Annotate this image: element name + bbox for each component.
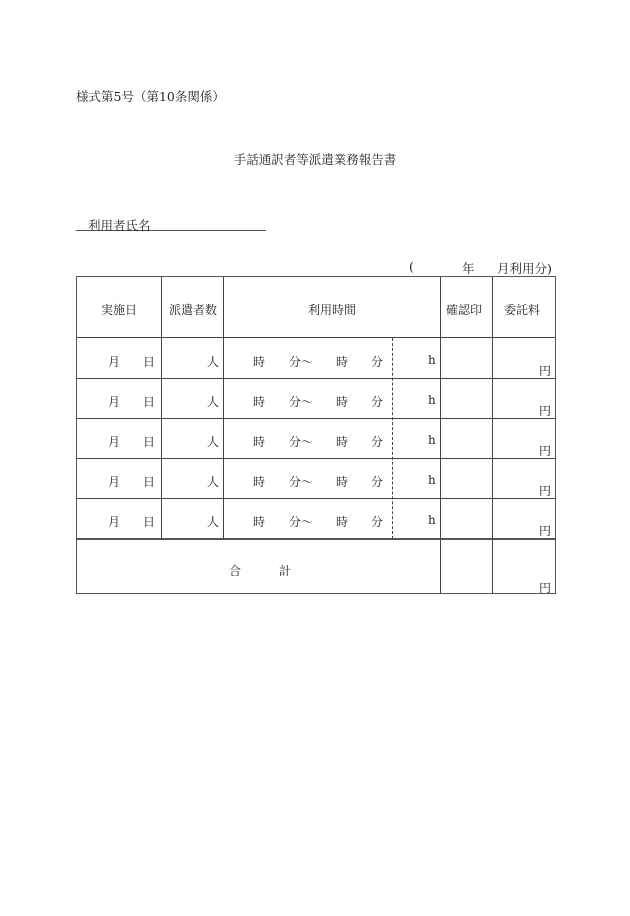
end-minute-unit: 分 (371, 515, 384, 529)
yen-unit: 円 (539, 524, 552, 538)
hours-unit: h (428, 353, 436, 367)
start-minute-unit: 分～ (289, 515, 314, 529)
hours-field[interactable] (394, 420, 438, 456)
start-hour-unit: 時 (253, 515, 266, 529)
start-minute-unit: 分～ (289, 475, 314, 489)
hours-field[interactable] (394, 500, 438, 536)
start-minute-unit: 分～ (289, 355, 314, 369)
document-title: 手話通訳者等派遣業務報告書 (233, 152, 397, 167)
date-field[interactable] (79, 460, 159, 496)
end-minute-unit: 分 (371, 355, 384, 369)
hours-field[interactable] (394, 380, 438, 416)
yen-unit: 円 (539, 484, 552, 498)
row-divider (77, 337, 555, 338)
persons-field[interactable] (163, 460, 221, 496)
fee-field[interactable] (494, 340, 534, 376)
persons-field[interactable] (163, 420, 221, 456)
yen-unit: 円 (539, 444, 552, 458)
start-minute-unit: 分～ (289, 395, 314, 409)
day-unit: 日 (143, 355, 156, 369)
end-minute-unit: 分 (371, 475, 384, 489)
form-number: 様式第5号（第10条関係） (76, 89, 225, 104)
header-confirmation-seal: 確認印 (446, 303, 483, 317)
period-month-suffix: 月利用分) (497, 261, 552, 276)
yen-unit: 円 (539, 404, 552, 418)
seal-field[interactable] (442, 500, 490, 536)
day-unit: 日 (143, 435, 156, 449)
total-divider (77, 538, 555, 540)
person-unit: 人 (207, 515, 220, 529)
start-hour-unit: 時 (253, 475, 266, 489)
row-divider (77, 458, 555, 459)
month-unit: 月 (108, 435, 121, 449)
month-unit: 月 (108, 395, 121, 409)
time-field[interactable] (225, 340, 390, 376)
row-divider (77, 498, 555, 499)
total-label-1: 合 (229, 564, 242, 578)
time-field[interactable] (225, 500, 390, 536)
report-table (76, 276, 556, 594)
person-unit: 人 (207, 355, 220, 369)
period-open-paren: ( (409, 259, 414, 274)
col-divider (492, 277, 493, 594)
seal-field[interactable] (442, 340, 490, 376)
header-fee: 委託料 (504, 303, 541, 317)
day-unit: 日 (143, 515, 156, 529)
end-minute-unit: 分 (371, 395, 384, 409)
fee-field[interactable] (494, 500, 534, 536)
fee-field[interactable] (494, 380, 534, 416)
col-divider (440, 277, 441, 594)
total-yen-unit: 円 (539, 581, 552, 595)
time-field[interactable] (225, 420, 390, 456)
date-field[interactable] (79, 340, 159, 376)
time-field[interactable] (225, 460, 390, 496)
seal-field[interactable] (442, 420, 490, 456)
hours-field[interactable] (394, 340, 438, 376)
day-unit: 日 (143, 475, 156, 489)
day-unit: 日 (143, 395, 156, 409)
person-unit: 人 (207, 475, 220, 489)
month-unit: 月 (108, 515, 121, 529)
yen-unit: 円 (539, 364, 552, 378)
row-divider (77, 418, 555, 419)
col-divider (223, 277, 224, 539)
end-hour-unit: 時 (336, 435, 349, 449)
header-usage-time: 利用時間 (308, 303, 357, 317)
start-hour-unit: 時 (253, 355, 266, 369)
period-month-field[interactable] (478, 259, 496, 273)
header-date: 実施日 (101, 303, 138, 317)
user-name-label: 利用者氏名 (88, 218, 151, 233)
person-unit: 人 (207, 435, 220, 449)
row-divider (77, 378, 555, 379)
end-hour-unit: 時 (336, 475, 349, 489)
date-field[interactable] (79, 380, 159, 416)
period-year-unit: 年 (462, 261, 475, 276)
end-hour-unit: 時 (336, 395, 349, 409)
fee-field[interactable] (494, 420, 534, 456)
seal-field[interactable] (442, 380, 490, 416)
start-hour-unit: 時 (253, 395, 266, 409)
hours-unit: h (428, 393, 436, 407)
hours-field[interactable] (394, 460, 438, 496)
hours-unit: h (428, 473, 436, 487)
persons-field[interactable] (163, 500, 221, 536)
month-unit: 月 (108, 355, 121, 369)
hours-unit: h (428, 513, 436, 527)
col-divider-dashed (392, 338, 393, 539)
persons-field[interactable] (163, 340, 221, 376)
date-field[interactable] (79, 500, 159, 536)
hours-unit: h (428, 433, 436, 447)
end-hour-unit: 時 (336, 355, 349, 369)
total-label-2: 計 (279, 564, 292, 578)
fee-field[interactable] (494, 460, 534, 496)
start-hour-unit: 時 (253, 435, 266, 449)
seal-field[interactable] (442, 460, 490, 496)
header-dispatch-count: 派遣者数 (169, 303, 218, 317)
end-hour-unit: 時 (336, 515, 349, 529)
period-year-field[interactable] (423, 259, 459, 273)
persons-field[interactable] (163, 380, 221, 416)
start-minute-unit: 分～ (289, 435, 314, 449)
month-unit: 月 (108, 475, 121, 489)
date-field[interactable] (79, 420, 159, 456)
end-minute-unit: 分 (371, 435, 384, 449)
col-divider (161, 277, 162, 539)
time-field[interactable] (225, 380, 390, 416)
person-unit: 人 (207, 395, 220, 409)
